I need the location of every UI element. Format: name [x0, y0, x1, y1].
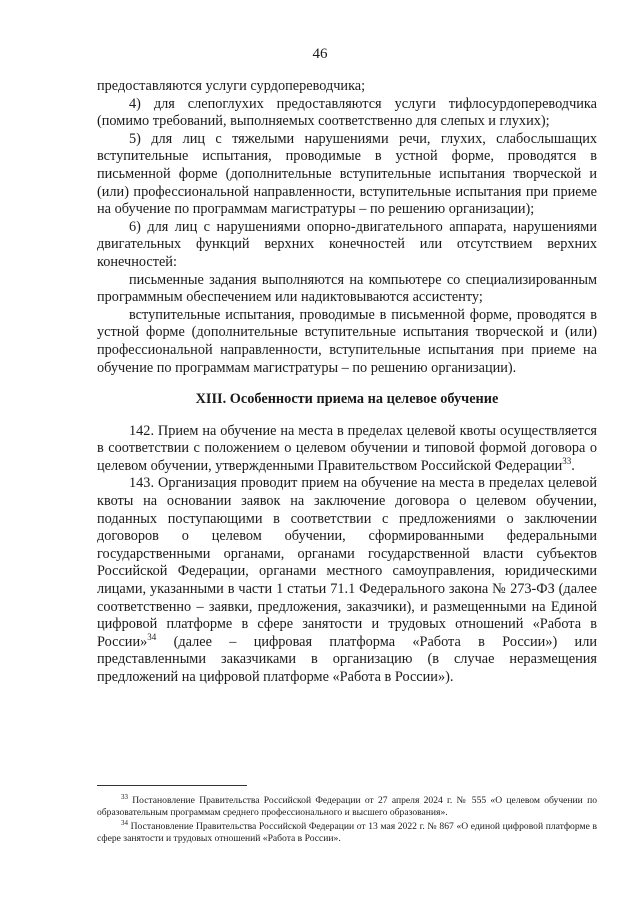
- page-number: 46: [312, 46, 328, 62]
- paragraph: 5) для лиц с тяжелыми нарушениями речи, глухих, слабослышащих вступительные испытания, проводимые в устной форме, проводятся в письменной форме (дополнительные вступительные испытания творческой и (или) профессиональной направленности, вступительные испытания при приеме на обучение по программам магистратуры – по решению организации);: [97, 130, 597, 218]
- footnote-divider: [97, 785, 247, 786]
- footnote-ref-33[interactable]: 33: [562, 456, 572, 467]
- paragraph: письменные задания выполняются на компьютере со специализированным программным обеспечением или надиктовываются ассистенту;: [97, 271, 597, 306]
- section-heading: XIII. Особенности приема на целевое обучение: [195, 391, 499, 408]
- footnote-text: Постановление Правительства Российской Федерации от 13 мая 2022 г. № 867 «О единой цифровой платформе в сфере занятости и трудовых отношений «Работа в России».: [97, 820, 597, 845]
- paragraph-142: [97, 423, 597, 476]
- footnote-text: Постановление Правительства Российской Федерации от 27 апреля 2024 г. № 555 «О целевом обучении по образовательным программам среднего профессионального и высшего образования».: [97, 795, 597, 819]
- footnote-number: 33: [121, 792, 128, 801]
- paragraph-143-text-2: (далее – цифровая платформа «Работа в России») или представленными заказчиками в организацию (в случае неразмещения предложений на цифровой платформе «Работа в России»).: [97, 633, 597, 685]
- paragraph-143: [97, 475, 597, 686]
- paragraph: 6) для лиц с нарушениями опорно-двигательного аппарата, нарушениями двигательных функций верхних конечностей или отсутствием верхних конечностей:: [97, 218, 597, 270]
- footnote-33: [97, 792, 597, 820]
- paragraph-142-text: 142. Прием на обучение на места в пределах целевой квоты осуществляется в соответствии с положением о целевом обучении и типовой формой договора о целевом обучении, утвержденными Правительством Российской Федерации: [97, 422, 597, 474]
- paragraph: 4) для слепоглухих предоставляются услуги тифлосурдопереводчика (помимо требований, выполняемых соответственно для слепых и глухих);: [97, 95, 597, 130]
- paragraph-142-end: .: [571, 457, 575, 474]
- footnotes: [97, 792, 597, 847]
- paragraph-143-text-1: 143. Организация проводит прием на обучение на места в пределах целевой квоты на основании заявок на заключение договора о целевом обучении, поданных поступающими в соответствии с предложениями о заключении договоров о целевом обучении, сформированными федеральными государственными органами, органами государственной власти субъектов Российской Федерации, органами местного самоуправления, юридическими лицами, указанными в части 1 статьи 71.1 Федерального закона № 273-ФЗ (далее соответственно – заявки, предложения, заказчики), и размещенными на Единой цифровой платформе в сфере занятости и трудовых отношений «Работа в России»: [97, 475, 597, 650]
- footnote-number: 34: [121, 818, 128, 827]
- footnote-34: [97, 818, 597, 846]
- paragraph: вступительные испытания, проводимые в письменной форме, проводятся в устной форме (дополнительные вступительные испытания творческой и (или) профессиональной направленности, вступительные испытания при приеме на обучение по программам магистратуры – по решению организации).: [97, 306, 597, 376]
- paragraph: предоставляются услуги сурдопереводчика;: [97, 78, 366, 94]
- footnote-ref-34[interactable]: 34: [147, 632, 157, 643]
- main-text: [97, 78, 597, 687]
